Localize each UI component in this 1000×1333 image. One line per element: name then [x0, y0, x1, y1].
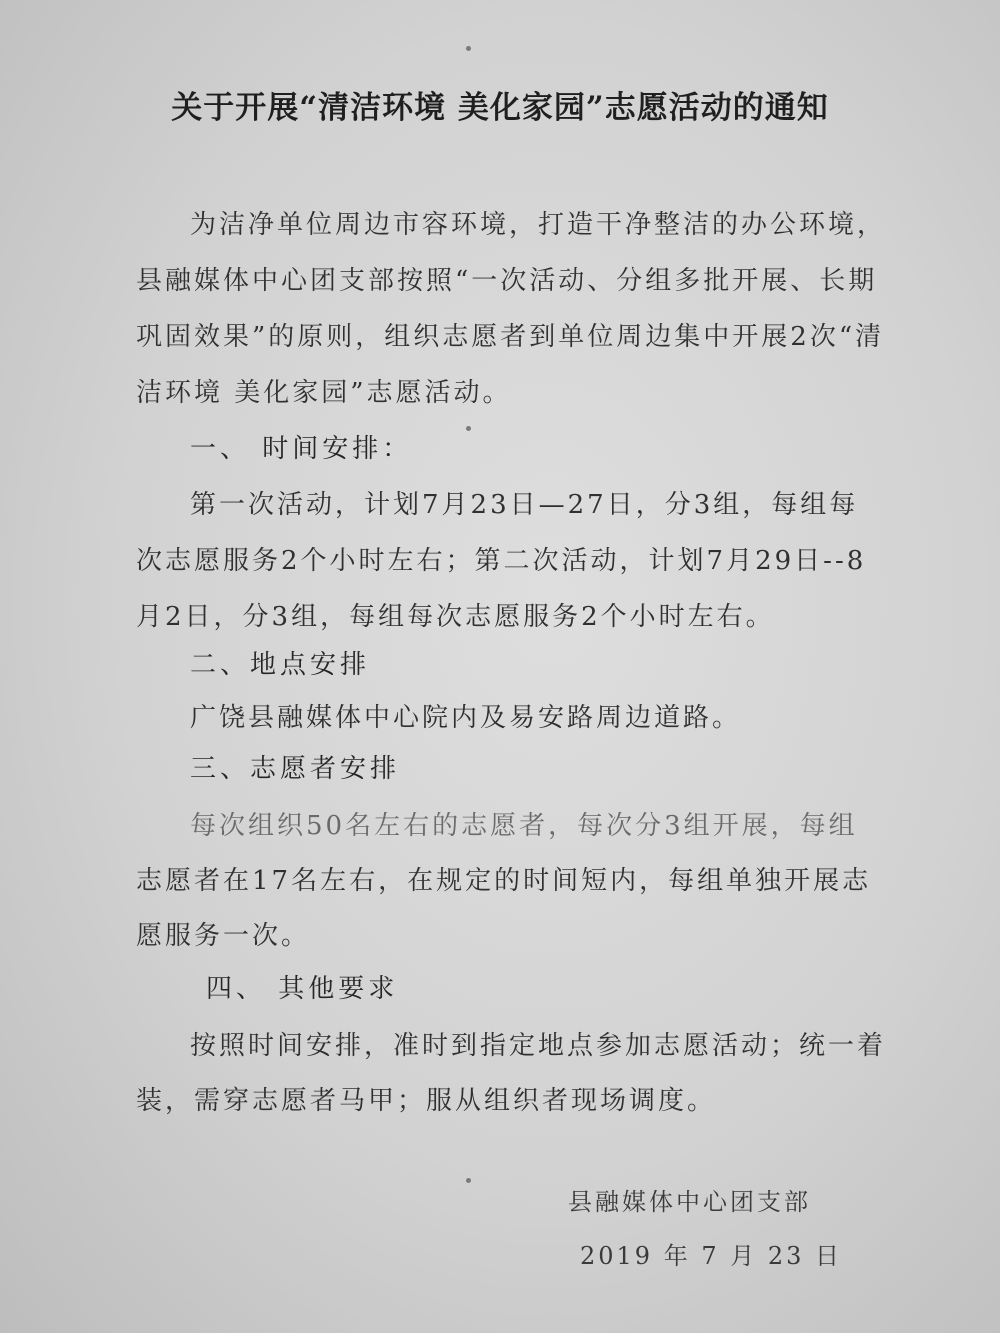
section-other-line: 按照时间安排，准时到指定地点参加志愿活动；统一着	[190, 1031, 887, 1061]
intro-line: 洁环境 美化家园”志愿活动。	[136, 378, 512, 408]
paper-speck	[466, 46, 471, 51]
section-time-line: 第一次活动，计划7月23日—27日，分3组，每组每	[190, 490, 859, 520]
section-volunteers-line: 每次组织50名左右的志愿者，每次分3组开展，每组	[190, 811, 858, 841]
intro-line: 县融媒体中心团支部按照“一次活动、分组多批开展、长期	[136, 266, 878, 296]
section-heading-location: 二、地点安排	[190, 650, 371, 680]
section-heading-volunteers: 三、志愿者安排	[190, 754, 401, 784]
paper-speck	[466, 426, 471, 431]
section-volunteers-line: 愿服务一次。	[136, 921, 311, 951]
document-title: 关于开展“清洁环境 美化家园”志愿活动的通知	[171, 90, 829, 126]
section-heading-other: 四、 其他要求	[206, 974, 399, 1004]
signature-organization: 县融媒体中心团支部	[568, 1188, 811, 1216]
paper-speck	[466, 1178, 471, 1183]
section-other-line: 装，需穿志愿者马甲；服从组织者现场调度。	[136, 1086, 717, 1116]
signature-date: 2019 年 7 月 23 日	[580, 1242, 843, 1270]
section-time-line: 次志愿服务2个小时左右；第二次活动，计划7月29日--8	[136, 546, 867, 576]
section-volunteers-line: 志愿者在17名左右，在规定的时间短内，每组单独开展志	[136, 866, 872, 896]
section-time-line: 月2日，分3组，每组每次志愿服务2个小时左右。	[136, 602, 775, 632]
intro-line: 巩固效果”的原则，组织志愿者到单位周边集中开展2次“清	[136, 322, 885, 352]
section-location-line: 广饶县融媒体中心院内及易安路周边道路。	[190, 703, 742, 733]
intro-line: 为洁净单位周边市容环境，打造干净整洁的办公环境，	[190, 210, 887, 240]
section-heading-time: 一、 时间安排：	[190, 434, 413, 464]
